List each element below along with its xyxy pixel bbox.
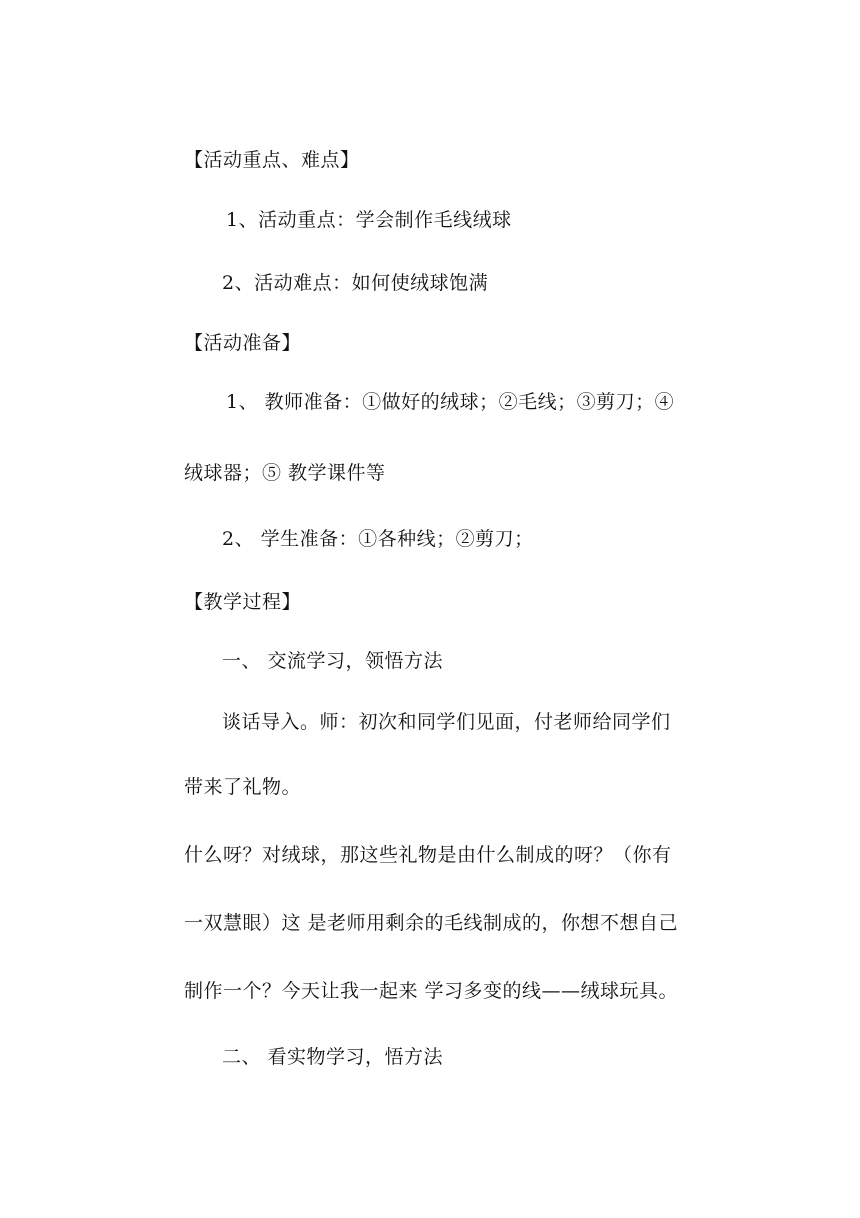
section-heading-focus: 【活动重点、难点】: [184, 149, 360, 171]
step-2-title: 二、 看实物学习，悟方法: [222, 1046, 444, 1068]
step-1-title: 一、 交流学习，领悟方法: [222, 650, 444, 672]
focus-item-2: 2、活动难点：如何使绒球饱满: [222, 272, 489, 294]
paragraph-2-line-3: 制作一个？今天让我一起来 学习多变的线——绒球玩具。: [184, 980, 679, 1002]
prep-item-1-line-1: 1、 教师准备：①做好的绒球；②毛线；③剪刀；④: [226, 391, 675, 413]
paragraph-1-line-2: 带来了礼物。: [184, 776, 302, 798]
prep-item-1-line-2: 绒球器；⑤ 教学课件等: [184, 462, 386, 484]
focus-item-1: 1、活动重点：学会制作毛线绒球: [226, 209, 512, 231]
paragraph-2-line-1: 什么呀？对绒球，那这些礼物是由什么制成的呀？（你有: [184, 844, 672, 866]
section-heading-prep: 【活动准备】: [184, 332, 302, 354]
paragraph-2-line-2: 一双慧眼）这 是老师用剩余的毛线制成的，你想不想自己: [184, 912, 679, 934]
paragraph-1-line-1: 谈话导入。师：初次和同学们见面，付老师给同学们: [222, 711, 671, 733]
prep-item-2: 2、 学生准备：①各种线；②剪刀；: [222, 528, 534, 550]
section-heading-process: 【教学过程】: [184, 591, 302, 613]
